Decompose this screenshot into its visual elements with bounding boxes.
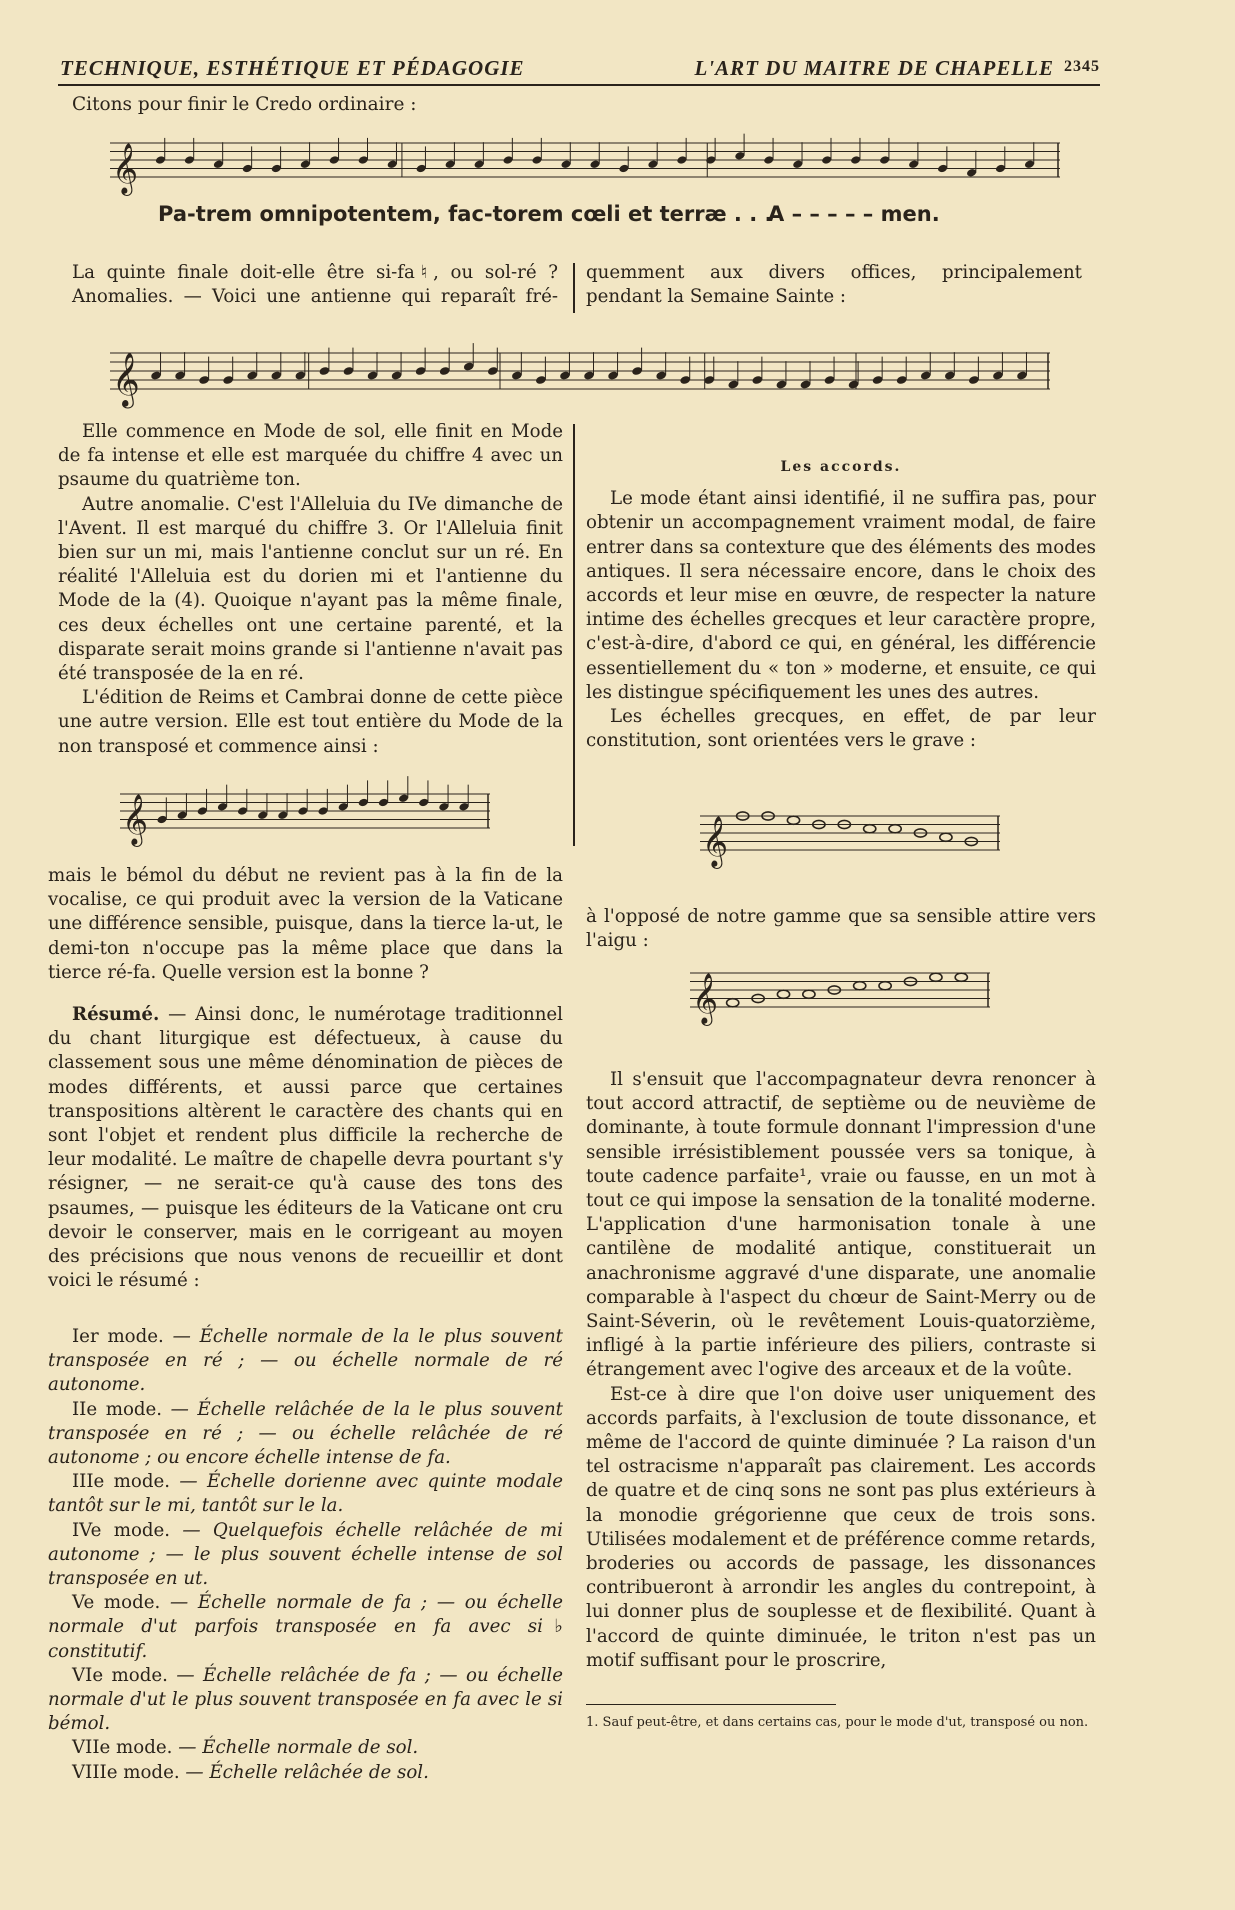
para-quinte-left: La quinte finale doit-elle être si-fa♮, ou sol-ré ? Anomalies. — Voici une antienne qui reparaît fré- — [72, 262, 558, 308]
right-column-mid: à l'opposé de notre gamme que sa sensible attire vers l'aigu : — [586, 906, 1096, 952]
whole-note — [727, 999, 739, 1007]
aigu-scale-staff — [690, 965, 990, 1035]
left-column-top: Elle commence en Mode de sol, elle finit en Mode de fa intense et elle est marquée du chiffre 4 avec un psaume du quatrième ton. Autre anomalie. C'est l'Alleluia du IVe dimanche de l'Avent. Il est marqué du chiffre 3. Or l'Alleluia finit bien sur un mi, mais l'antienne conclut sur un ré. En réalité l'Alleluia est du dorien mi et l'antienne du Mode de la (4). Quoique n'ayant pas la même finale, ces deux échelles ont une certaine parenté, et la disparate serait moins grande si l'antienne n'avait pas été transposée de la en ré. L'édition de Reims et Cambrai donne de cette pièce une autre version. Elle est tout entière du Mode de la non transposé et commence ainsi : — [58, 421, 563, 757]
header-right: L'ART DU MAITRE DE CHAPELLE — [694, 56, 1054, 80]
whole-note — [879, 982, 891, 990]
whole-note — [787, 816, 799, 824]
reims-staff — [120, 788, 490, 845]
whole-note — [864, 825, 876, 833]
treble-clef-icon: 𝄞 — [112, 353, 140, 407]
running-header — [58, 56, 1100, 86]
column-rule-top — [573, 263, 575, 313]
credo-lyrics-2: A – – – – – men. — [768, 202, 940, 226]
footnote: 1. Sauf peut-être, et dans certains cas, pour le mode d'ut, transposé ou non. — [586, 1715, 1089, 1730]
para-quinte-right: quemment aux divers offices, principalement pendant la Semaine Sainte : — [586, 262, 1082, 308]
right-column-bottom: Il s'ensuit que l'accompagnateur devra renoncer à tout accord attractif, de septième ou de neuvième de dominante, à toute formule donnant l'impression d'une sensible irrésistiblement poussée vers sa tonique, à toute cadence parfaite¹, vraie ou fausse, en un mot à tout ce qui impose la sensation de la tonalité moderne. L'application d'une harmonisation tonale à une cantilène de modalité antique, constituerait un anachronisme aggravé d'une disparate, une anomalie comparable à l'aspect du chœur de Saint-Merry ou de Saint-Séverin, où le revêtement Louis-quatorzième, infligé à la partie inférieure des piliers, contraste si étrangement avec l'ogive des arceaux et de la voûte. Est-ce à dire que l'on doive user uniquement des accords parfaits, à l'exclusion de toute dissonance, et même de l'accord de quinte diminuée ? La raison d'un tel ostracisme n'apparaît pas clairement. Les accords de quatre et de cinq sons ne sont pas plus extérieurs à la monodie grégorienne que ceux de trois sons. Utilisées modalement et de préférence comme retards, broderies ou accords de passage, les dissonances contribueront à arrondir les angles du contrepoint, à lui donner plus de souplesse et de flexibilité. Quant à l'accord de quinte diminuée, le triton n'est pas un motif suffisant pour le proscrire, — [586, 1069, 1096, 1671]
footnote-rule — [586, 1704, 836, 1705]
whole-note — [854, 982, 866, 990]
antienne-staff — [110, 347, 1050, 407]
whole-note — [940, 833, 952, 841]
grave-scale-staff — [700, 808, 1000, 868]
right-column-top: Les accords. Le mode étant ainsi identifié, il ne suffira pas, pour obtenir un accompagnement vraiment modal, de faire entrer dans sa contexture que des éléments des modes antiques. Il sera nécessaire encore, dans le choix des accords et leur mise en œuvre, de respecter la nature intime des échelles grecques et leur caractère propre, c'est-à-dire, d'abord ce qui, en général, les différencie essentiellement du « ton » moderne, et ensuite, ce qui les distingue spécifiquement les unes des autres. Les échelles grecques, en effet, de par leur constitution, sont orientées vers le grave : — [586, 455, 1096, 753]
page-number: 2345 — [1064, 58, 1100, 75]
whole-note — [803, 990, 815, 998]
treble-clef-icon: 𝄞 — [112, 143, 139, 194]
treble-clef-icon: 𝄞 — [122, 794, 149, 845]
treble-clef-icon: 𝄞 — [702, 816, 729, 867]
credo-staff — [110, 135, 1060, 195]
whole-note — [777, 990, 789, 998]
whole-note — [930, 973, 942, 981]
column-rule — [573, 424, 575, 846]
resume-block: Résumé. — Ainsi donc, le numérotage traditionnel du chant liturgique est défectueux, à cause du classement sous une même dénomination de pièces de modes différents, et aussi parce que certaines transpositions altèrent le caractère des chants qui en sont l'objet et rendent plus difficile la recherche de leur modalité. Le maître de chapelle devra pourtant s'y résigner, — ne serait-ce qu'à cause des tons des psaumes, — puisque les éditeurs de la Vaticane ont cru devoir le conserver, mais en le corrigeant au moyen des précisions que nous venons de recueillir et dont voici le résumé : — [48, 1004, 563, 1292]
treble-clef-icon: 𝄞 — [692, 973, 719, 1024]
resume-label: Résumé. — [72, 1004, 160, 1025]
whole-note — [889, 825, 901, 833]
section-title: Les accords. — [780, 459, 902, 475]
intro-line: Citons pour finir le Credo ordinaire : — [72, 94, 417, 115]
header-left: TECHNIQUE, ESTHÉTIQUE ET PÉDAGOGIE — [60, 56, 525, 80]
credo-lyrics-1: Pa-trem omnipotentem, fac-torem cœli et terræ . . . — [158, 202, 773, 226]
whole-note — [955, 973, 967, 981]
left-column-mid: mais le bémol du début ne revient pas à la fin de la vocalise, ce qui produit avec la version de la Vaticane une différence sensible, puisque, dans la tierce la-ut, le demi-ton n'occupe pas la même place que dans la tierce ré-fa. Quelle version est la bonne ? — [48, 865, 563, 983]
modes-list: Ier mode. — Échelle normale de la le plus souvent transposée en ré ; — ou échelle normale de ré autonome. IIe mode. — Échelle relâchée de la le plus souvent transposée en ré ; — ou échelle relâchée de ré autonome ; ou encore échelle intense de fa. IIIe mode. — Échelle dorienne avec quinte modale tantôt sur le mi, tantôt sur le la. IVe mode. — Quelquefois échelle relâchée de mi autonome ; — le plus souvent échelle intense de sol transposée en ut. Ve mode. — Échelle normale de fa ; — ou échelle normale d'ut parfois transposée en fa avec si♭ constitutif. VIe mode. — Échelle relâchée de fa ; — ou échelle normale d'ut le plus souvent transposée en fa avec le si bémol. VIIe mode. — Échelle normale de sol. VIIIe mode. — Échelle relâchée de sol. — [48, 1326, 563, 1783]
